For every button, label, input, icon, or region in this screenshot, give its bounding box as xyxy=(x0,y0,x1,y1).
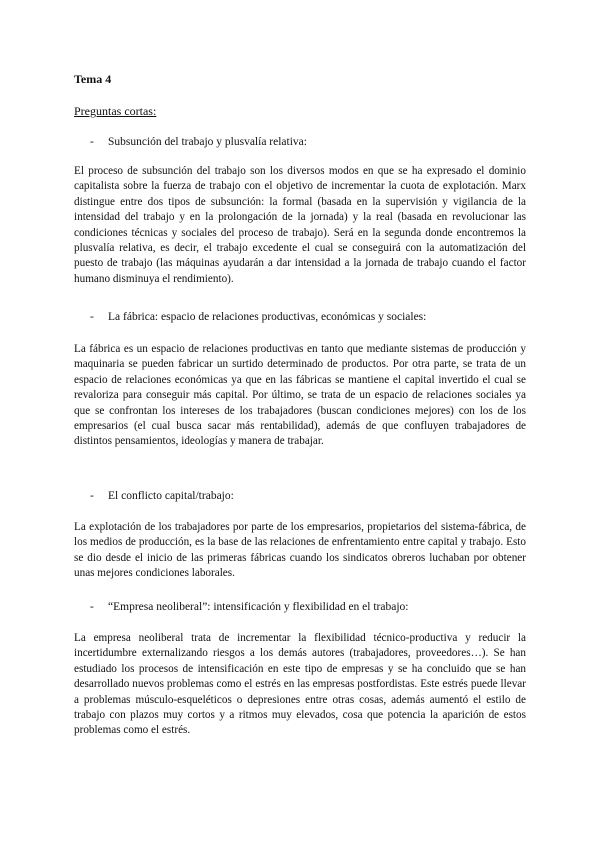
bullet-dash: - xyxy=(90,136,94,148)
section-heading-text: Subsunción del trabajo y plusvalía relativa: xyxy=(108,136,307,148)
document-title: Tema 4 xyxy=(74,72,112,86)
document-subtitle: Preguntas cortas: xyxy=(74,104,157,118)
section-heading-subsuncion xyxy=(90,136,307,148)
section-paragraph-fabrica: La fábrica es un espacio de relaciones productivas en tanto que mediante sistemas de producción y maquinaria se pueden fabricar un surtido determinado de productos. Por otra parte, se trata de un espacio de relaciones económicas ya que en las fábricas se mantiene el capital invertido el cual se revaloriza para conseguir más capital. Por último, se trata de un espacio de relaciones sociales ya que se confrontan los intereses de los trabajadores (buscan condiciones mejores) con los de los empresarios (el cual busca sacar más rentabilidad), además de que confluyen trabajadores de distintos pensamientos, ideologías y manera de trabajar. xyxy=(74,343,526,448)
bullet-dash: - xyxy=(90,311,94,323)
bullet-dash: - xyxy=(90,490,94,502)
section-heading-text: El conflicto capital/trabajo: xyxy=(108,490,234,502)
section-heading-empresa-neoliberal xyxy=(90,601,408,613)
bullet-dash: - xyxy=(90,601,94,613)
section-paragraph-subsuncion: El proceso de subsunción del trabajo son los diversos modos en que se ha expresado el dominio capitalista sobre la fuerza de trabajo con el objetivo de incrementar la cuota de explotación. Marx distingue entre dos tipos de subsunción: la formal (basada en la supervisión y vigilancia de la intensidad del trabajo y en la prolongación de la jornada) y la real (basada en revolucionar las condiciones técnicas y sociales del proceso de trabajo). Será en la segunda donde encontremos la plusvalía relativa, es decir, el trabajo excedente el cual se conseguirá con la automatización del puesto de trabajo (las máquinas ayudarán a dar intensidad a la jornada de trabajo cuando el factor humano disminuya el rendimiento). xyxy=(74,165,526,285)
section-heading-text: “Empresa neoliberal”: intensificación y flexibilidad en el trabajo: xyxy=(108,601,409,613)
section-paragraph-empresa-neoliberal: La empresa neoliberal trata de incrementar la flexibilidad técnico-productiva y reducir la incertidumbre externalizando riesgos a los demás autores (trabajadores, proveedores…). Se han estudiado los procesos de intensificación en este tipo de empresas y se ha concluido que se han desarrollado nuevos problemas como el estrés en las empresas postfordistas. Este estrés puede llevar a problemas músculo-esqueléticos o depresiones entre otras cosas, además aumentó el estilo de trabajo con plazos muy cortos y a ritmos muy elevados, cosa que potencia la aparición de estos problemas como el estrés. xyxy=(74,632,526,737)
section-heading-conflicto xyxy=(90,490,234,502)
section-heading-text: La fábrica: espacio de relaciones productivas, económicas y sociales: xyxy=(108,311,427,323)
section-paragraph-conflicto: La explotación de los trabajadores por parte de los empresarios, propietarios del sistema-fábrica, de los medios de producción, es la base de las relaciones de enfrentamiento entre capital y trabajo. Esto se dio desde el inicio de las primeras fábricas cuando los sindicatos obreros luchaban por obtener unas mejores condiciones laborales. xyxy=(74,521,526,580)
section-heading-fabrica xyxy=(90,311,426,323)
